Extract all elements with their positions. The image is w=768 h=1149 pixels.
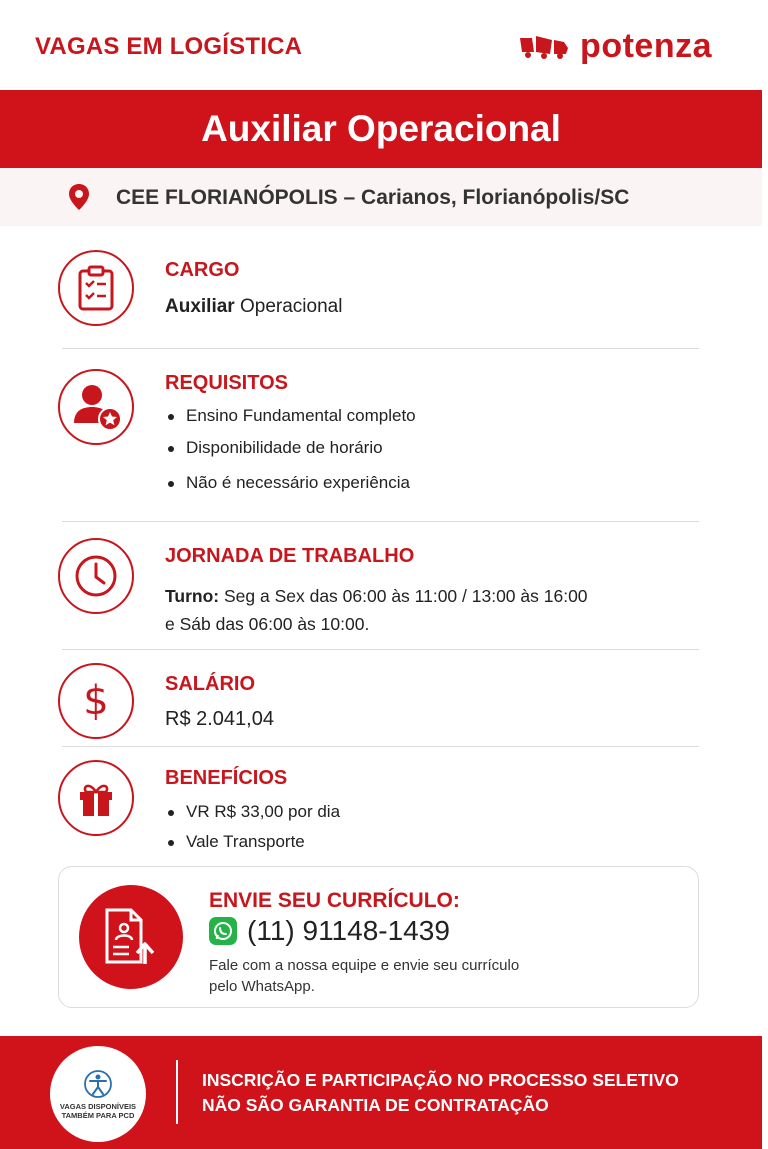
header-title: VAGAS EM LOGÍSTICA (35, 33, 303, 60)
requisitos-title: REQUISITOS (165, 372, 288, 394)
beneficios-list (165, 802, 340, 852)
cargo-value-bold: Auxiliar (165, 296, 235, 317)
pcd-badge (50, 1046, 146, 1142)
clock-icon (58, 538, 134, 614)
jornada-title: JORNADA DE TRABALHO (165, 545, 415, 567)
whatsapp-icon (209, 917, 237, 945)
list-item: Não é necessário experiência (165, 473, 416, 493)
requisitos-list (165, 406, 416, 493)
salario-title: SALÁRIO (165, 673, 255, 695)
brand-name: potenza (580, 27, 712, 65)
footer-line-2: NÃO SÃO GARANTIA DE CONTRATAÇÃO (202, 1095, 549, 1115)
contact-card (58, 866, 699, 1008)
footer-divider (176, 1060, 178, 1124)
cargo-value (165, 296, 342, 318)
truck-logo-icon (518, 32, 570, 60)
pcd-text: VAGAS DISPONÍVEIS TAMBÉM PARA PCD (59, 1101, 137, 1120)
cargo-title: CARGO (165, 259, 240, 281)
dollar-icon: $ (58, 663, 134, 739)
divider (62, 649, 699, 650)
turno-line2: e Sáb das 06:00 às 10:00. (165, 614, 370, 634)
beneficios-title: BENEFÍCIOS (165, 767, 288, 789)
resume-upload-icon (79, 885, 183, 989)
footer (0, 1036, 762, 1149)
gift-icon (58, 760, 134, 836)
salario-value: R$ 2.041,04 (165, 708, 274, 730)
divider (62, 348, 699, 349)
phone-row[interactable] (209, 915, 450, 947)
header (0, 0, 768, 90)
accessibility-icon (83, 1069, 113, 1099)
divider (62, 521, 699, 522)
map-pin-icon (68, 183, 90, 211)
turno-label: Turno: (165, 586, 220, 606)
user-star-icon (58, 369, 134, 445)
jornada-text (165, 582, 588, 638)
list-item: Disponibilidade de horário (165, 438, 416, 458)
location-text: CEE FLORIANÓPOLIS – Carianos, Florianópolis/SC (116, 186, 630, 209)
list-item: VR R$ 33,00 por dia (165, 802, 340, 822)
divider (62, 746, 699, 747)
brand-logo (518, 28, 712, 64)
contact-title: ENVIE SEU CURRÍCULO: (209, 889, 460, 912)
list-item: Ensino Fundamental completo (165, 406, 416, 426)
list-item: Vale Transporte (165, 832, 340, 852)
contact-description: Fale com a nossa equipe e envie seu currículo pelo WhatsApp. (209, 957, 520, 995)
clipboard-checklist-icon (58, 250, 134, 326)
turno-line1: Seg a Sex das 06:00 às 11:00 / 13:00 às 16:00 (219, 586, 588, 606)
footer-line-1: INSCRIÇÃO E PARTICIPAÇÃO NO PROCESSO SELETIVO (202, 1070, 679, 1090)
job-title-banner (0, 90, 762, 168)
cargo-value-rest: Operacional (234, 296, 343, 317)
job-title: Auxiliar Operacional (201, 108, 561, 149)
phone-number[interactable]: (11) 91148-1439 (247, 915, 450, 946)
footer-disclaimer (202, 1068, 722, 1118)
location-bar (0, 168, 762, 226)
